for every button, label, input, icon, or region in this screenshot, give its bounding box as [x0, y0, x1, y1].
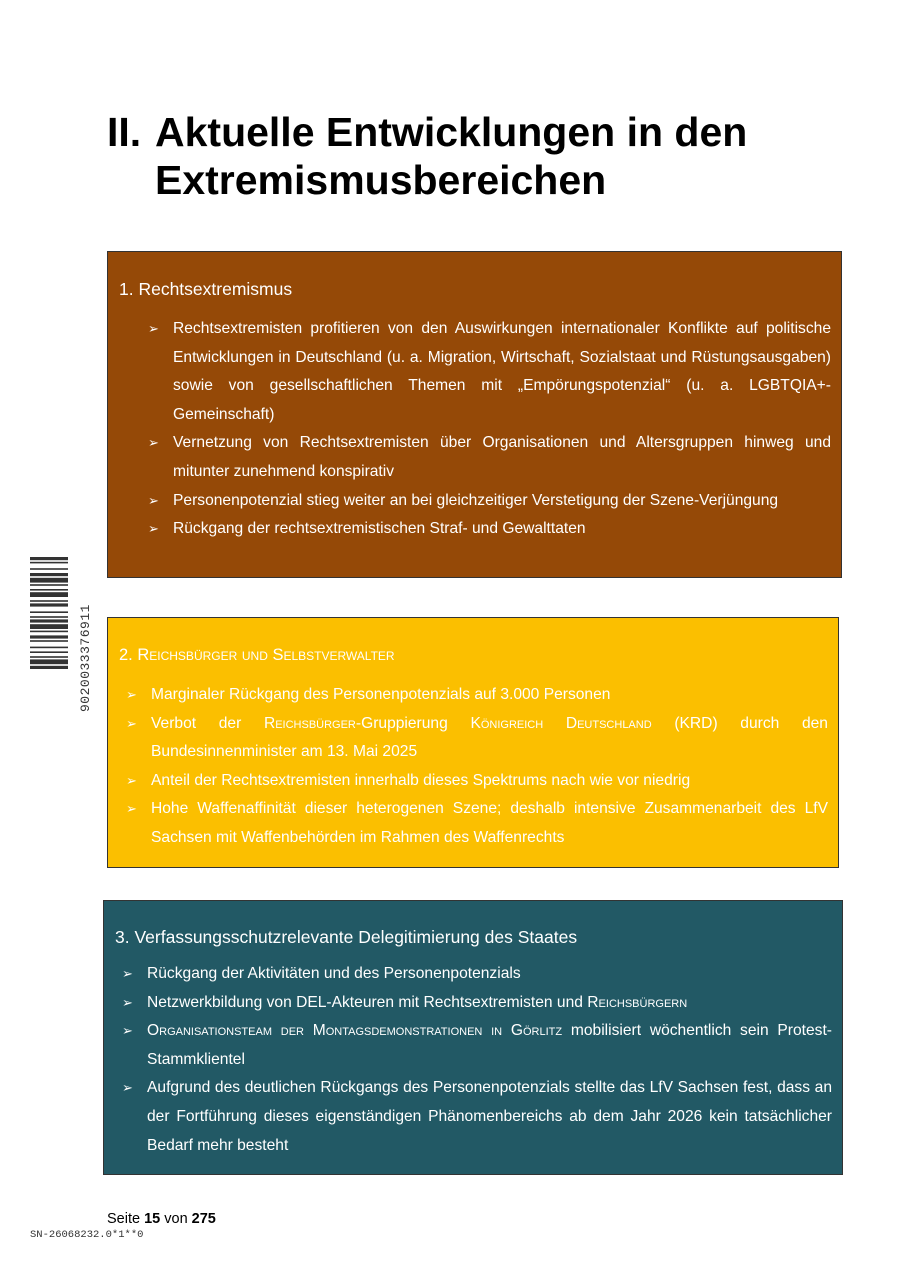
list-item: ➢ Hohe Waffenaffinität dieser heterogenen Szene; deshalb intensive Zusammenarbeit des LfV Sachsen mit Waffenbehörden im Rahmen des Waffenrechts	[151, 795, 828, 852]
arrow-bullet-icon: ➢	[148, 492, 159, 508]
page-footer: Seite 15 von 275	[107, 1211, 216, 1227]
chapter-title: Aktuelle Entwicklungen in den Extremismusbereichen	[155, 109, 748, 203]
section-reichsbuerger	[107, 617, 839, 868]
barcode-bar	[30, 624, 68, 629]
arrow-bullet-icon: ➢	[122, 1023, 133, 1039]
section-heading: 1. Rechtsextremismus	[119, 279, 293, 299]
barcode-bar	[30, 568, 68, 570]
barcode-bar	[30, 573, 68, 576]
barcode-bar	[30, 619, 68, 622]
list-item: ➢ Vernetzung von Rechtsextremisten über Organisationen und Altersgruppen hinweg und mitunter zunehmend konspirativ	[173, 429, 831, 486]
barcode-bar	[30, 592, 68, 597]
barcode-bar	[30, 600, 68, 602]
bullet-list	[148, 315, 831, 544]
barcode-bar	[30, 666, 68, 669]
list-item: ➢ Rückgang der Aktivitäten und des Personenpotenzials	[147, 960, 832, 989]
section-heading: 2. Reichsbürger und Selbstverwalter	[119, 646, 395, 664]
barcode-bar	[30, 557, 68, 560]
list-item: ➢ Anteil der Rechtsextremisten innerhalb dieses Spektrums nach wie vor niedrig	[151, 767, 828, 796]
list-item: ➢ Rückgang der rechtsextremistischen Straf- und Gewalttaten	[173, 515, 831, 544]
arrow-bullet-icon: ➢	[122, 966, 133, 981]
arrow-bullet-icon: ➢	[148, 435, 159, 451]
section-rechtsextremismus	[107, 251, 842, 578]
list-item: ➢ Aufgrund des deutlichen Rückgangs des Personenpotenzials stellte das LfV Sachsen fest, dass an der Fortführung dieses eigenständigen Phänomenbereichs ab dem Jahr 2026 kein tatsächlicher Bedarf mehr besteht	[147, 1074, 832, 1160]
page-title	[107, 108, 827, 204]
barcode-digits: 9020033376911	[78, 604, 93, 712]
barcode-bar	[30, 562, 68, 564]
list-item: ➢ Verbot der Reichsbürger-Gruppierung Königreich Deutschland (KRD) durch den Bundesinnenminister am 13. Mai 2025	[151, 710, 828, 767]
barcode-bar	[30, 616, 68, 618]
arrow-bullet-icon: ➢	[126, 687, 137, 702]
barcode-bar	[30, 647, 68, 649]
barcode-bar	[30, 656, 68, 658]
list-item: ➢ Rechtsextremisten profitieren von den Auswirkungen internationaler Konflikte auf politische Entwicklungen in Deutschland (u. a. Migration, Wirtschaft, Sozialstaat und Rüstungsausgaben) sowie von gesellschaftlichen Themen mit „Empörungspotenzial“ (u. a. LGBTQIA+-Gemeinschaft)	[173, 315, 831, 429]
barcode-bar	[30, 631, 68, 633]
arrow-bullet-icon: ➢	[148, 321, 159, 336]
barcode-bar	[30, 589, 68, 591]
section-delegitimierung	[103, 900, 843, 1175]
arrow-bullet-icon: ➢	[122, 994, 133, 1010]
barcode-bar	[30, 578, 68, 583]
section-heading: 3. Verfassungsschutzrelevante Delegitimierung des Staates	[115, 927, 578, 947]
arrow-bullet-icon: ➢	[126, 801, 137, 817]
barcode-bar	[30, 651, 68, 653]
bullet-list	[126, 681, 828, 853]
barcode-icon	[30, 557, 68, 702]
barcode-bar	[30, 584, 68, 586]
barcode-bar	[30, 659, 68, 664]
barcode-bar	[30, 640, 68, 642]
chapter-number: II.	[107, 109, 142, 155]
barcode-bar	[30, 635, 68, 638]
arrow-bullet-icon: ➢	[122, 1080, 133, 1096]
arrow-bullet-icon: ➢	[148, 521, 159, 537]
barcode-bar	[30, 611, 68, 613]
barcode-bar	[30, 603, 68, 606]
total-page-count: 275	[191, 1211, 216, 1227]
list-item: ➢ Marginaler Rückgang des Personenpotenzials auf 3.000 Personen	[151, 681, 828, 710]
bullet-list	[122, 960, 833, 1160]
list-item: ➢ Netzwerkbildung von DEL-Akteuren mit Rechtsextremisten und Reichsbürgern	[147, 989, 832, 1018]
arrow-bullet-icon: ➢	[126, 715, 137, 731]
arrow-bullet-icon: ➢	[126, 772, 137, 788]
current-page-number: 15	[144, 1211, 161, 1227]
document-id: SN-26068232.0*1**0	[30, 1229, 144, 1241]
list-item: ➢ Organisationsteam der Montagsdemonstrationen in Görlitz mobilisiert wöchentlich sein Protest-Stammklientel	[147, 1017, 832, 1074]
list-item: ➢ Personenpotenzial stieg weiter an bei gleichzeitiger Verstetigung der Szene-Verjüngung	[173, 487, 831, 516]
